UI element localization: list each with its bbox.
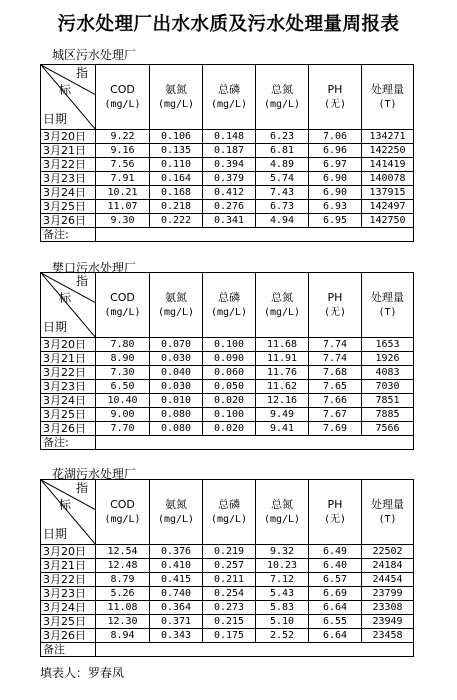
plant-name-huahu: 花湖污水处理厂 (52, 467, 137, 481)
note-row (41, 436, 414, 450)
value-cell: 0.364 (150, 601, 203, 615)
date-cell: 3月22日 (41, 366, 96, 380)
column-header-unit: (mg/L) (157, 307, 195, 318)
value-cell: 6.40 (309, 559, 362, 573)
column-header (96, 65, 150, 130)
column-header-name: PH (327, 83, 343, 96)
value-cell: 2.52 (256, 629, 309, 643)
column-header (203, 480, 256, 545)
table-row (41, 130, 414, 144)
value-cell: 6.90 (309, 172, 362, 186)
value-cell: 11.91 (256, 352, 309, 366)
value-cell: 24454 (362, 573, 414, 587)
table-row (41, 158, 414, 172)
column-header-name: 氨氮 (165, 83, 187, 96)
value-cell: 6.81 (256, 144, 309, 158)
value-cell: 5.74 (256, 172, 309, 186)
column-header-name: PH (327, 291, 343, 304)
value-cell: 12.54 (96, 545, 150, 559)
value-cell: 0.394 (203, 158, 256, 172)
column-header-unit: (T) (378, 307, 397, 318)
value-cell: 6.95 (309, 214, 362, 228)
column-header-unit: (mg/L) (104, 514, 141, 525)
value-cell: 140078 (362, 172, 414, 186)
column-header-name: PH (327, 498, 343, 511)
value-cell: 0.740 (150, 587, 203, 601)
column-header (362, 65, 414, 130)
value-cell: 0.219 (203, 545, 256, 559)
value-cell: 11.76 (256, 366, 309, 380)
header-corner-cell (41, 480, 96, 545)
column-header (256, 273, 309, 338)
table-row (41, 144, 414, 158)
value-cell: 0.215 (203, 615, 256, 629)
value-cell: 142250 (362, 144, 414, 158)
value-cell: 6.64 (309, 601, 362, 615)
value-cell: 141419 (362, 158, 414, 172)
column-header (309, 273, 362, 338)
value-cell: 0.090 (203, 352, 256, 366)
corner-label-mark: 标 (59, 291, 72, 305)
column-header-name: COD (110, 83, 135, 96)
value-cell: 4.94 (256, 214, 309, 228)
value-cell: 7885 (362, 408, 414, 422)
table-row (41, 200, 414, 214)
value-cell: 142750 (362, 214, 414, 228)
date-cell: 3月22日 (41, 158, 96, 172)
column-header-name: 总氮 (271, 291, 293, 304)
value-cell: 6.64 (309, 629, 362, 643)
value-cell: 8.79 (96, 573, 150, 587)
column-header (309, 480, 362, 545)
value-cell: 0.211 (203, 573, 256, 587)
value-cell: 11.08 (96, 601, 150, 615)
table-row (41, 587, 414, 601)
header-corner-cell (41, 273, 96, 338)
value-cell: 7030 (362, 380, 414, 394)
value-cell: 7.12 (256, 573, 309, 587)
value-cell: 7851 (362, 394, 414, 408)
value-cell: 0.164 (150, 172, 203, 186)
value-cell: 1926 (362, 352, 414, 366)
value-cell: 0.100 (203, 338, 256, 352)
date-cell: 3月25日 (41, 408, 96, 422)
value-cell: 7.06 (309, 130, 362, 144)
value-cell: 7.43 (256, 186, 309, 200)
date-cell: 3月22日 (41, 573, 96, 587)
date-cell: 3月24日 (41, 186, 96, 200)
value-cell: 9.49 (256, 408, 309, 422)
column-header-name: 氨氮 (165, 291, 187, 304)
column-header (362, 480, 414, 545)
value-cell: 0.020 (203, 422, 256, 436)
value-cell: 12.30 (96, 615, 150, 629)
value-cell: 7.91 (96, 172, 150, 186)
column-header-unit: (mg/L) (210, 307, 248, 318)
value-cell: 0.168 (150, 186, 203, 200)
table-header-row (41, 480, 414, 545)
note-content (96, 643, 414, 657)
column-header (362, 273, 414, 338)
value-cell: 8.90 (96, 352, 150, 366)
value-cell: 0.410 (150, 559, 203, 573)
corner-label-indicator: 指 (76, 66, 89, 80)
column-header-name: 总磷 (218, 83, 240, 96)
table-row (41, 629, 414, 643)
table-header-row (41, 65, 414, 130)
date-cell: 3月23日 (41, 380, 96, 394)
note-label: 备注 (41, 643, 96, 657)
value-cell: 12.48 (96, 559, 150, 573)
note-row (41, 228, 414, 242)
value-cell: 10.21 (96, 186, 150, 200)
value-cell: 0.030 (150, 352, 203, 366)
value-cell: 5.26 (96, 587, 150, 601)
value-cell: 8.94 (96, 629, 150, 643)
value-cell: 6.49 (309, 545, 362, 559)
header-corner-cell (41, 65, 96, 130)
table-row (41, 394, 414, 408)
table-row (41, 545, 414, 559)
date-cell: 3月21日 (41, 559, 96, 573)
table-row (41, 559, 414, 573)
column-header-name: COD (110, 291, 135, 304)
value-cell: 0.379 (203, 172, 256, 186)
note-content (96, 436, 414, 450)
value-cell: 9.22 (96, 130, 150, 144)
corner-label-date: 日期 (43, 320, 68, 334)
value-cell: 7.68 (309, 366, 362, 380)
value-cell: 7.56 (96, 158, 150, 172)
value-cell: 9.32 (256, 545, 309, 559)
value-cell: 7.74 (309, 338, 362, 352)
value-cell: 10.40 (96, 394, 150, 408)
value-cell: 23308 (362, 601, 414, 615)
corner-label-date: 日期 (43, 112, 68, 126)
column-header-unit: (T) (378, 99, 397, 110)
note-content (96, 228, 414, 242)
column-header (203, 65, 256, 130)
plant-name-chengqu: 城区污水处理厂 (52, 48, 137, 62)
date-cell: 3月26日 (41, 214, 96, 228)
table-chengqu (40, 64, 414, 242)
table-fankou (40, 272, 414, 450)
table-row (41, 338, 414, 352)
value-cell: 6.57 (309, 573, 362, 587)
plant-name-fankou: 樊口污水处理厂 (52, 261, 137, 275)
value-cell: 7.65 (309, 380, 362, 394)
value-cell: 0.254 (203, 587, 256, 601)
value-cell: 9.16 (96, 144, 150, 158)
column-header (150, 480, 203, 545)
value-cell: 7.74 (309, 352, 362, 366)
value-cell: 23799 (362, 587, 414, 601)
date-cell: 3月20日 (41, 338, 96, 352)
value-cell: 7.80 (96, 338, 150, 352)
corner-label-date: 日期 (43, 527, 68, 541)
value-cell: 9.00 (96, 408, 150, 422)
date-cell: 3月21日 (41, 144, 96, 158)
column-header-name: 处理量 (371, 83, 404, 96)
value-cell: 6.90 (309, 186, 362, 200)
value-cell: 0.110 (150, 158, 203, 172)
value-cell: 0.050 (203, 380, 256, 394)
value-cell: 23949 (362, 615, 414, 629)
corner-label-mark: 标 (59, 83, 72, 97)
value-cell: 6.55 (309, 615, 362, 629)
value-cell: 9.30 (96, 214, 150, 228)
table-row (41, 408, 414, 422)
value-cell: 0.100 (203, 408, 256, 422)
column-header (256, 65, 309, 130)
column-header-name: COD (110, 498, 135, 511)
table-row (41, 615, 414, 629)
table-row (41, 214, 414, 228)
column-header-name: 处理量 (371, 291, 404, 304)
value-cell: 6.50 (96, 380, 150, 394)
value-cell: 12.16 (256, 394, 309, 408)
column-header-unit: (T) (378, 514, 397, 525)
table-row (41, 573, 414, 587)
table-row (41, 601, 414, 615)
value-cell: 1653 (362, 338, 414, 352)
corner-label-indicator: 指 (76, 274, 89, 288)
value-cell: 0.187 (203, 144, 256, 158)
value-cell: 0.070 (150, 338, 203, 352)
value-cell: 137915 (362, 186, 414, 200)
value-cell: 6.73 (256, 200, 309, 214)
filler-name: 填表人：罗春凤 (40, 666, 125, 680)
note-label: 备注: (41, 436, 96, 450)
value-cell: 0.020 (203, 394, 256, 408)
column-header-unit: (mg/L) (210, 99, 248, 110)
value-cell: 0.218 (150, 200, 203, 214)
value-cell: 11.68 (256, 338, 309, 352)
column-header-name: 总磷 (218, 498, 240, 511)
table-huahu (40, 479, 414, 657)
value-cell: 0.010 (150, 394, 203, 408)
column-header (96, 480, 150, 545)
column-header-name: 总磷 (218, 291, 240, 304)
date-cell: 3月20日 (41, 545, 96, 559)
column-header-unit: (mg/L) (157, 514, 195, 525)
value-cell: 142497 (362, 200, 414, 214)
date-cell: 3月20日 (41, 130, 96, 144)
value-cell: 0.415 (150, 573, 203, 587)
value-cell: 0.273 (203, 601, 256, 615)
value-cell: 7.70 (96, 422, 150, 436)
date-cell: 3月25日 (41, 615, 96, 629)
date-cell: 3月21日 (41, 352, 96, 366)
table-header-row (41, 273, 414, 338)
value-cell: 0.080 (150, 408, 203, 422)
value-cell: 0.148 (203, 130, 256, 144)
value-cell: 0.030 (150, 380, 203, 394)
column-header (150, 65, 203, 130)
column-header (96, 273, 150, 338)
corner-label-mark: 标 (59, 498, 72, 512)
value-cell: 7.66 (309, 394, 362, 408)
value-cell: 0.276 (203, 200, 256, 214)
value-cell: 0.080 (150, 422, 203, 436)
column-header-unit: (mg/L) (263, 307, 301, 318)
value-cell: 10.23 (256, 559, 309, 573)
column-header-name: 氨氮 (165, 498, 187, 511)
corner-label-indicator: 指 (76, 481, 89, 495)
column-header-unit: (mg/L) (210, 514, 248, 525)
date-cell: 3月26日 (41, 422, 96, 436)
column-header-unit: (mg/L) (104, 307, 141, 318)
table-row (41, 380, 414, 394)
value-cell: 0.106 (150, 130, 203, 144)
value-cell: 0.341 (203, 214, 256, 228)
value-cell: 22502 (362, 545, 414, 559)
date-cell: 3月23日 (41, 172, 96, 186)
column-header (150, 273, 203, 338)
note-label: 备注: (41, 228, 96, 242)
value-cell: 4.89 (256, 158, 309, 172)
value-cell: 7.67 (309, 408, 362, 422)
value-cell: 11.07 (96, 200, 150, 214)
value-cell: 6.69 (309, 587, 362, 601)
column-header-name: 处理量 (371, 498, 404, 511)
value-cell: 0.135 (150, 144, 203, 158)
value-cell: 0.257 (203, 559, 256, 573)
column-header-unit: (mg/L) (104, 99, 141, 110)
date-cell: 3月25日 (41, 200, 96, 214)
date-cell: 3月24日 (41, 394, 96, 408)
column-header (256, 480, 309, 545)
value-cell: 4083 (362, 366, 414, 380)
value-cell: 0.222 (150, 214, 203, 228)
value-cell: 5.43 (256, 587, 309, 601)
table-row (41, 172, 414, 186)
value-cell: 7.69 (309, 422, 362, 436)
value-cell: 5.83 (256, 601, 309, 615)
value-cell: 6.96 (309, 144, 362, 158)
column-header-unit: (mg/L) (263, 99, 301, 110)
table-row (41, 186, 414, 200)
value-cell: 7566 (362, 422, 414, 436)
value-cell: 23458 (362, 629, 414, 643)
value-cell: 0.376 (150, 545, 203, 559)
column-header-unit: (mg/L) (263, 514, 301, 525)
report-title: 污水处理厂出水水质及污水处理量周报表 (57, 14, 400, 35)
value-cell: 6.93 (309, 200, 362, 214)
date-cell: 3月26日 (41, 629, 96, 643)
column-header-name: 总氮 (271, 83, 293, 96)
column-header-unit: (无) (323, 307, 347, 318)
date-cell: 3月23日 (41, 587, 96, 601)
value-cell: 5.10 (256, 615, 309, 629)
value-cell: 11.62 (256, 380, 309, 394)
note-row (41, 643, 414, 657)
column-header-unit: (无) (323, 99, 347, 110)
value-cell: 134271 (362, 130, 414, 144)
column-header-unit: (mg/L) (157, 99, 195, 110)
column-header (203, 273, 256, 338)
value-cell: 0.371 (150, 615, 203, 629)
value-cell: 9.41 (256, 422, 309, 436)
date-cell: 3月24日 (41, 601, 96, 615)
value-cell: 24184 (362, 559, 414, 573)
value-cell: 7.30 (96, 366, 150, 380)
value-cell: 0.343 (150, 629, 203, 643)
table-row (41, 422, 414, 436)
value-cell: 0.060 (203, 366, 256, 380)
value-cell: 6.97 (309, 158, 362, 172)
value-cell: 0.412 (203, 186, 256, 200)
column-header-name: 总氮 (271, 498, 293, 511)
table-row (41, 352, 414, 366)
column-header (309, 65, 362, 130)
value-cell: 0.175 (203, 629, 256, 643)
value-cell: 6.23 (256, 130, 309, 144)
value-cell: 0.040 (150, 366, 203, 380)
column-header-unit: (无) (323, 514, 347, 525)
table-row (41, 366, 414, 380)
